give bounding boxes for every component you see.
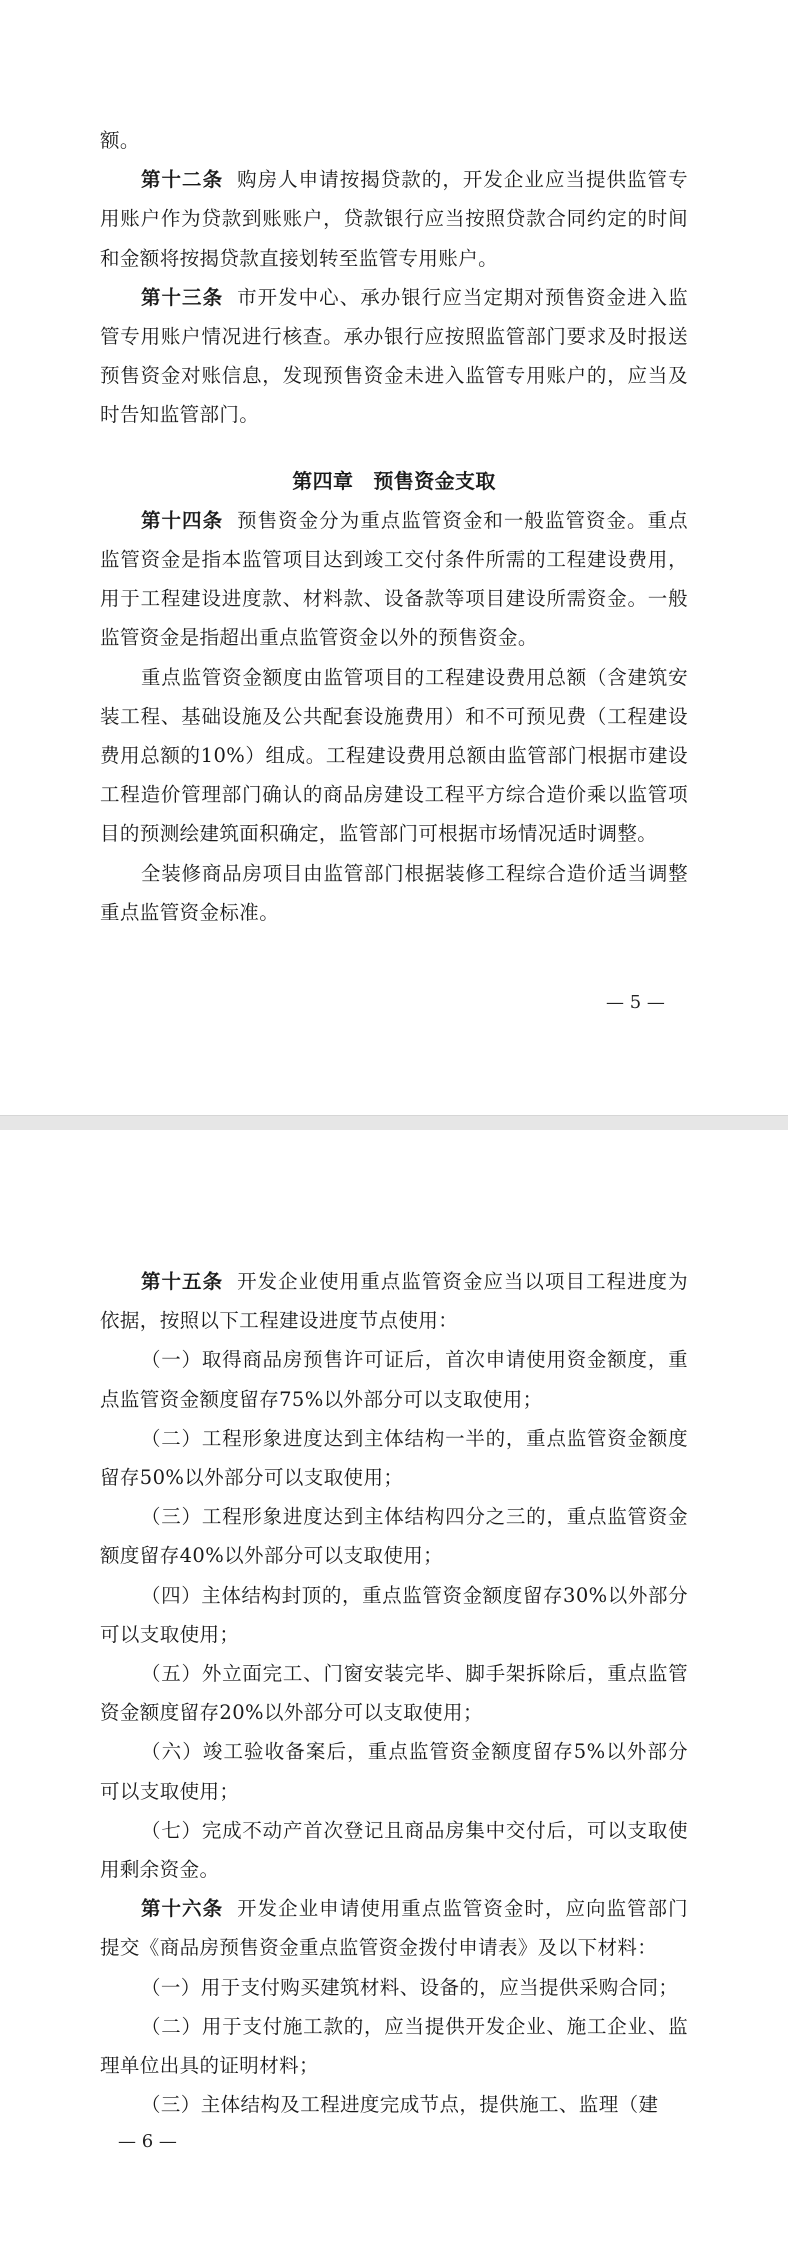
article-15-title: 第十五条: [141, 1270, 224, 1293]
chapter-number: 第四章: [292, 468, 354, 493]
material-item: （三）主体结构及工程进度完成节点，提供施工、监理（建: [141, 2093, 659, 2117]
article-12-text: 购房人申请按揭贷款的，开发企业应当提供监管专用账户作为贷款到账账户，贷款银行应当按照贷款合同约定的时间和金额将按揭贷款直接划转至监管专用账户。: [100, 168, 688, 270]
material-item: （二）用于支付施工款的，应当提供开发企业、施工企业、监理单位出具的证明材料；: [100, 2014, 688, 2078]
article-13-title: 第十三条: [141, 285, 224, 309]
list-item: （二）工程形象进度达到主体结构一半的，重点监管资金额度留存50%以外部分可以支取使用；: [100, 1426, 688, 1490]
article-12-title: 第十二条: [141, 168, 224, 192]
list-item: （七）完成不动产首次登记且商品房集中交付后，可以支取使用剩余资金。: [100, 1818, 688, 1882]
chapter-heading: [100, 462, 688, 501]
chapter-title: 预售资金支取: [373, 468, 496, 493]
article-14-title: 第十四条: [141, 508, 224, 532]
page-number-6: — 6 —: [118, 2131, 177, 2152]
list-item: （六）竣工验收备案后，重点监管资金额度留存5%以外部分可以支取使用；: [100, 1740, 688, 1803]
list-item: （五）外立面完工、门窗安装完毕、脚手架拆除后，重点监管资金额度留存20%以外部分可以支取使用；: [100, 1662, 688, 1725]
article-15: [100, 1262, 688, 1340]
article-15-text: 开发企业使用重点监管资金应当以项目工程进度为依据，按照以下工程建设进度节点使用：: [100, 1270, 688, 1333]
carryover-text: 额。: [100, 129, 140, 152]
article-16: [100, 1889, 688, 1967]
article-16-text: 开发企业申请使用重点监管资金时，应向监管部门提交《商品房预售资金重点监管资金拨付申请表》及以下材料：: [100, 1897, 688, 1960]
list-item: （三）工程形象进度达到主体结构四分之三的，重点监管资金额度留存40%以外部分可以支取使用；: [100, 1505, 688, 1568]
article-14: [100, 501, 688, 658]
article-13-text: 市开发中心、承办银行应当定期对预售资金进入监管专用账户情况进行核查。承办银行应按照监管部门要求及时报送预售资金对账信息，发现预售资金未进入监管专用账户的，应当及时告知监管部门。: [100, 285, 688, 427]
material-item: （一）用于支付购买建筑材料、设备的，应当提供采购合同；: [141, 1975, 679, 1999]
paragraph-key-funds-amount: 重点监管资金额度由监管项目的工程建设费用总额（含建筑安装工程、基础设施及公共配套设施费用）和不可预见费（工程建设费用总额的10%）组成。工程建设费用总额由监管部门根据市建设工程造价管理部门确认的商品房建设工程平方综合造价乘以监管项目的预测绘建筑面积确定，监管部门可根据市场情况适时调整。: [100, 665, 688, 846]
page-5-body: [100, 121, 688, 932]
document-page-5: [0, 0, 788, 1115]
article-13: [100, 278, 688, 435]
document-page-6: [0, 1130, 788, 2246]
list-item: （一）取得商品房预售许可证后，首次申请使用资金额度，重点监管资金额度留存75%以外部分可以支取使用；: [100, 1348, 688, 1411]
article-14-text: 预售资金分为重点监管资金和一般监管资金。重点监管资金是指本监管项目达到竣工交付条件所需的工程建设费用，用于工程建设进度款、材料款、设备款等项目建设所需资金。一般监管资金是指超出重点监管资金以外的预售资金。: [100, 508, 688, 650]
page-6-body: [100, 1262, 688, 2124]
paragraph-full-decoration: 全装修商品房项目由监管部门根据装修工程综合造价适当调整重点监管资金标准。: [100, 861, 688, 924]
page-number-5: — 5 —: [606, 992, 665, 1013]
article-12: [100, 160, 688, 278]
article-16-title: 第十六条: [141, 1897, 224, 1921]
list-item: （四）主体结构封顶的，重点监管资金额度留存30%以外部分可以支取使用；: [100, 1583, 688, 1646]
